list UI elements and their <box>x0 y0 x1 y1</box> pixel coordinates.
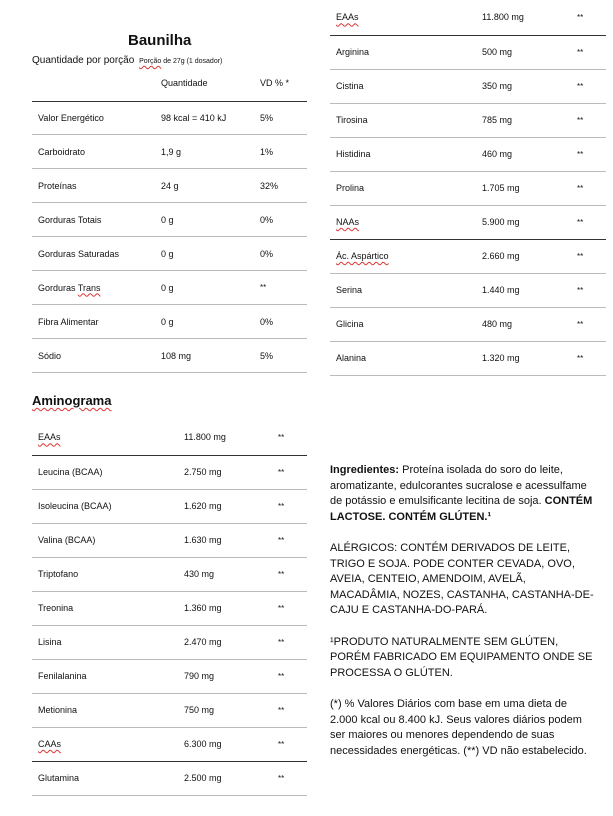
amino-qty: 750 mg <box>184 705 215 715</box>
amino-qty: 5.900 mg <box>482 217 520 227</box>
aminogram-table-right <box>330 0 606 376</box>
amino-vd: ** <box>278 467 285 477</box>
table-row <box>32 420 307 455</box>
daily-values-note: (*) % Valores Diários com base em uma dieta de 2.000 kcal ou 8.400 kJ. Seus valores diários podem ser maiores ou menores dependendo de suas necessidades energéticas. (**) VD não estabelecido. <box>330 698 587 757</box>
nutrient-qty: 0 g <box>161 316 174 327</box>
nutrient-qty: 0 g <box>161 282 174 293</box>
nutrient-name: Proteínas <box>38 180 77 191</box>
amino-name: Leucina (BCAA) <box>38 467 103 477</box>
table-row <box>330 341 606 375</box>
nutrient-vd: 1% <box>260 146 274 157</box>
table-row <box>32 169 307 203</box>
amino-qty: 2.660 mg <box>482 251 520 261</box>
ingredients-warning: CONTÉM LACTOSE. CONTÉM GLÚTEN.¹ <box>330 495 593 523</box>
amino-name: Glicina <box>336 319 364 329</box>
nutrient-vd: 0% <box>260 214 274 225</box>
table-row <box>32 625 307 659</box>
nutrient-vd: 0% <box>260 316 274 327</box>
amino-qty: 350 mg <box>482 81 513 91</box>
amino-name: Fenilalanina <box>38 671 87 681</box>
nutrient-vd: 5% <box>260 350 274 361</box>
table-row <box>32 693 307 727</box>
amino-qty: 1.630 mg <box>184 535 222 545</box>
amino-qty: 1.620 mg <box>184 501 222 511</box>
amino-qty: 790 mg <box>184 671 215 681</box>
amino-vd: ** <box>577 251 584 261</box>
amino-name: Alanina <box>336 353 367 363</box>
amino-name: Triptofano <box>38 569 79 579</box>
amino-vd: ** <box>577 319 584 329</box>
table-row <box>32 659 307 693</box>
serving-detail-rest: de 27g (1 dosador) <box>163 58 223 65</box>
table-row <box>330 273 606 307</box>
amino-vd: ** <box>278 739 285 749</box>
nutrient-name: Carboidrato <box>38 146 86 157</box>
amino-vd: ** <box>278 637 285 647</box>
amino-name: Glutamina <box>38 773 80 783</box>
amino-name: Prolina <box>336 183 365 193</box>
table-row <box>32 339 307 373</box>
table-row <box>32 305 307 339</box>
table-row <box>32 489 307 523</box>
ingredients-label: Ingredientes: <box>330 464 400 476</box>
product-title: Baunilha <box>128 32 192 49</box>
amino-qty: 6.300 mg <box>184 739 222 749</box>
table-row <box>330 205 606 239</box>
amino-name-text: EAAs <box>38 432 61 443</box>
amino-name: Arginina <box>336 47 370 57</box>
amino-vd: ** <box>278 705 285 715</box>
amino-vd: ** <box>278 432 285 442</box>
amino-vd: ** <box>278 569 285 579</box>
table-row <box>32 102 307 135</box>
table-row <box>330 307 606 341</box>
table-row <box>330 103 606 137</box>
amino-vd: ** <box>577 47 584 57</box>
nutrient-qty: 1,9 g <box>161 146 182 157</box>
nutrition-table <box>32 101 307 373</box>
nutrient-qty: 98 kcal = 410 kJ <box>155 102 254 135</box>
serving-detail <box>139 58 222 65</box>
table-row <box>32 237 307 271</box>
amino-qty: 11.800 mg <box>184 432 226 443</box>
nutrient-qty: 0 g <box>161 214 174 225</box>
nutrient-name-b: Trans <box>77 282 101 293</box>
amino-qty: 2.470 mg <box>184 637 222 647</box>
table-row <box>32 271 307 305</box>
nutrient-qty: 108 mg <box>161 350 192 361</box>
amino-qty: 460 mg <box>482 149 513 159</box>
amino-vd: ** <box>577 115 584 125</box>
amino-vd: ** <box>278 773 285 783</box>
nutrient-vd: 32% <box>260 180 279 191</box>
table-row <box>330 171 606 205</box>
amino-name-text: Ác. Aspártico <box>336 251 389 261</box>
table-row <box>330 0 606 35</box>
amino-name <box>330 239 476 273</box>
nutrient-name: Sódio <box>38 350 62 361</box>
table-row <box>32 523 307 557</box>
amino-vd: ** <box>577 183 584 193</box>
amino-qty: 1.440 mg <box>482 285 520 295</box>
amino-vd: ** <box>278 671 285 681</box>
aminogram-table-left <box>32 420 307 796</box>
amino-name-text: NAAs <box>336 217 360 227</box>
amino-name-text: EAAs <box>336 12 359 23</box>
table-row <box>330 35 606 69</box>
amino-qty: 785 mg <box>482 115 513 125</box>
amino-name: Lisina <box>38 637 62 647</box>
amino-name-text: CAAs <box>38 739 62 749</box>
quantity-header: Quantidade <box>161 78 208 88</box>
table-row <box>32 455 307 489</box>
amino-vd: ** <box>278 603 285 613</box>
amino-name <box>32 727 178 761</box>
amino-vd: ** <box>577 12 584 22</box>
nutrient-name: Gorduras Saturadas <box>38 248 120 259</box>
ingredients-paragraph <box>330 463 595 525</box>
nutrient-vd: ** <box>260 283 267 292</box>
vd-header: VD % * <box>260 78 290 88</box>
amino-name: Serina <box>336 285 363 295</box>
table-row <box>330 69 606 103</box>
nutrient-vd: 5% <box>254 102 307 135</box>
amino-name <box>330 0 476 35</box>
serving-detail-word: Porção <box>139 58 162 65</box>
nutrient-qty: 24 g <box>161 180 179 191</box>
table-row <box>32 591 307 625</box>
table-row <box>330 137 606 171</box>
ingredients-block <box>330 463 595 775</box>
amino-qty: 1.360 mg <box>184 603 222 613</box>
amino-name: Isoleucina (BCAA) <box>38 501 112 511</box>
amino-name: Cistina <box>336 81 364 91</box>
table-row <box>330 239 606 273</box>
table-row <box>32 135 307 169</box>
nutrient-name <box>32 271 155 305</box>
amino-vd: ** <box>278 535 285 545</box>
serving-label: Quantidade por porção <box>32 55 135 66</box>
amino-qty: 2.750 mg <box>184 467 222 477</box>
nutrient-name-a: Gorduras <box>38 282 78 293</box>
amino-name: Treonina <box>38 603 74 613</box>
amino-qty: 11.800 mg <box>482 12 524 23</box>
amino-name: Histidina <box>336 149 371 159</box>
amino-vd: ** <box>577 353 584 363</box>
table-row <box>32 727 307 761</box>
nutrient-qty: 0 g <box>161 248 174 259</box>
amino-name: Valina (BCAA) <box>38 535 96 545</box>
amino-vd: ** <box>577 81 584 91</box>
table-row <box>32 761 307 795</box>
amino-qty: 500 mg <box>482 47 513 57</box>
nutrient-vd: 0% <box>260 248 274 259</box>
amino-qty: 1.320 mg <box>482 353 520 363</box>
amino-qty: 430 mg <box>184 569 215 579</box>
amino-vd: ** <box>577 285 584 295</box>
amino-name <box>32 420 178 455</box>
amino-name: Tirosina <box>336 115 368 125</box>
amino-qty: 2.500 mg <box>184 773 222 783</box>
amino-name: Metionina <box>38 705 78 715</box>
table-row <box>32 557 307 591</box>
serving-info <box>32 55 222 66</box>
amino-name <box>330 205 476 239</box>
amino-vd: ** <box>577 149 584 159</box>
nutrient-name: Gorduras Totais <box>38 214 102 225</box>
nutrient-name: Valor Energético <box>32 102 155 135</box>
amino-qty: 1.705 mg <box>482 183 520 193</box>
gluten-note: ¹PRODUTO NATURALMENTE SEM GLÚTEN, PORÉM FABRICADO EM EQUIPAMENTO ONDE SE PROCESSA O GLÚTEN. <box>330 635 593 679</box>
table-row <box>32 203 307 237</box>
amino-vd: ** <box>577 217 584 227</box>
allergens-paragraph: ALÉRGICOS: CONTÉM DERIVADOS DE LEITE, TRIGO E SOJA. PODE CONTER CEVADA, OVO, AVEIA, CENTEIO, AMENDOIM, AVELÃ, MACADÂMIA, NOZES, CASTANHA, CASTANHA-DE-CAJU E CASTANHA-DO-PARÁ. <box>330 542 594 616</box>
amino-qty: 480 mg <box>482 319 513 329</box>
nutrient-name: Fibra Alimentar <box>38 316 99 327</box>
amino-vd: ** <box>278 501 285 511</box>
aminograma-title: Aminograma <box>32 393 112 408</box>
ingredients-text: Proteína isolada do soro do leite, aromatizante, edulcorantes sucralose e acessulfame de potássio e emulsificante lecitina de soja. <box>330 464 587 507</box>
